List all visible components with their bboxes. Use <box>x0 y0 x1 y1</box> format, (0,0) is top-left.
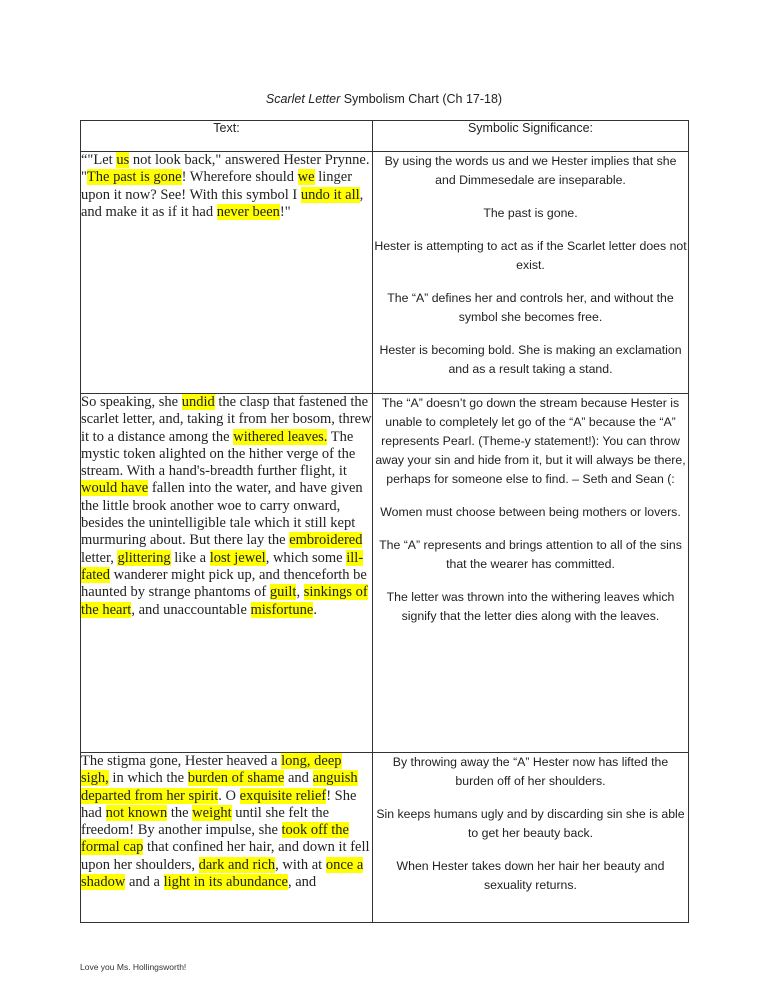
passage-text: the clasp that fastened the scarlet letter, and, taking it from her bosom, threw it to a distance among the <box>81 394 372 445</box>
passage-cell <box>81 394 373 753</box>
highlighted-phrase: burden of shame <box>187 770 285 787</box>
highlighted-phrase: misfortune <box>250 601 314 618</box>
passage-text: and a <box>125 874 164 891</box>
significance-note: Women must choose between being mothers or lovers. <box>380 505 681 519</box>
highlighted-phrase: exquisite relief <box>239 787 327 804</box>
significance-note: Hester is becoming bold. She is making an exclamation and as a result taking a stand. <box>379 343 682 376</box>
highlighted-phrase: weight <box>192 804 232 821</box>
significance-note: Hester is attempting to act as if the Scarlet letter does not exist. <box>374 239 687 272</box>
highlighted-phrase: withered leaves. <box>233 428 328 445</box>
passage-text: like a <box>170 549 210 566</box>
highlighted-phrase: lost jewel <box>209 549 266 566</box>
passage-text: !" <box>279 203 291 220</box>
significance-note: The “A” represents and brings attention to all of the sins that the wearer has committed. <box>379 538 682 571</box>
passage-text: linger upon it now? See! With this symbol I <box>81 169 353 203</box>
highlighted-phrase: would have <box>81 480 149 497</box>
header-row <box>81 121 689 152</box>
highlighted-phrase: undid <box>181 394 215 410</box>
title-rest: Symbolism Chart (Ch 17-18) <box>340 92 503 106</box>
highlighted-phrase: us <box>116 152 130 168</box>
highlighted-phrase: undo it all <box>300 186 360 203</box>
highlighted-phrase: embroidered <box>289 532 363 549</box>
passage-text: in which the <box>108 770 188 787</box>
highlighted-phrase: ill-fated <box>81 549 364 583</box>
title-book-name: Scarlet Letter <box>265 92 341 106</box>
passage-text: wanderer might pick up, and thenceforth be haunted by strange phantoms of <box>81 566 367 601</box>
passage-text: The mystic token alighted on the hither verge of the stream. With a hand's-breadth further flight, it <box>81 428 356 480</box>
symbolism-chart <box>80 120 689 923</box>
significance-note: The “A” doesn’t go down the stream because Hester is unable to completely let go of the “A” because the “A” represents Pearl. (Theme-y statement!): You can throw away your sin and hide from it, but it will always be there, perhaps for someone else to find. – Seth and Sean (: <box>375 396 686 486</box>
highlighted-phrase: The past is gone <box>86 169 182 186</box>
passage-cell <box>81 753 373 923</box>
passage-text: the <box>167 804 193 821</box>
passage-text: not look back," answered Hester Prynne. " <box>81 152 370 186</box>
passage-text: , and make it as if it had <box>81 186 364 220</box>
passage-text: letter, <box>81 549 118 566</box>
significance-cell <box>373 753 689 923</box>
significance-cell <box>373 394 689 753</box>
chart-row <box>81 394 689 753</box>
chart-row <box>81 152 689 394</box>
highlighted-phrase: glittering <box>117 549 171 566</box>
passage-text: . <box>313 601 317 618</box>
significance-note: The letter was thrown into the withering leaves which signify that the letter dies along with the leaves. <box>386 590 675 623</box>
significance-note: By throwing away the “A” Hester now has lifted the burden off of her shoulders. <box>392 755 669 788</box>
passage-text: ! Wherefore should <box>181 169 298 186</box>
highlighted-phrase: we <box>297 169 315 186</box>
passage-text: ! She had <box>81 787 357 821</box>
passage-text: , which some <box>265 549 347 566</box>
passage-text: fallen into the water, and have given the little brook another woe to carry onward, besides the unintelligible tale which it still kept murmuring about. But there lay the <box>81 480 363 549</box>
highlighted-phrase: guilt <box>269 584 297 601</box>
passage-text: . O <box>218 787 240 804</box>
highlighted-phrase: anguish departed from her spirit <box>81 770 358 804</box>
passage-cell <box>81 152 373 394</box>
passage-text: So speaking, she <box>81 394 182 410</box>
significance-note: Sin keeps humans ugly and by discarding sin she is able to get her beauty back. <box>376 807 685 840</box>
footer-note: Love you Ms. Hollingsworth! <box>80 962 187 972</box>
passage-text: , with at <box>275 856 326 873</box>
passage-text: , <box>296 584 304 601</box>
chart-row <box>81 753 689 923</box>
highlighted-phrase: took off the formal cap <box>81 822 349 856</box>
highlighted-phrase: not known <box>105 804 168 821</box>
passage-text: until she felt the freedom! By another impulse, she <box>81 804 330 839</box>
significance-note: When Hester takes down her hair her beauty and sexuality returns. <box>396 859 665 892</box>
passage-text: , and unaccountable <box>131 601 251 618</box>
passage-text: , and <box>288 874 317 891</box>
highlighted-phrase: dark and rich <box>198 856 276 873</box>
significance-note: By using the words us and we Hester implies that she and Dimmesedale are inseparable. <box>384 154 677 187</box>
highlighted-phrase: long, deep sigh, <box>81 753 342 787</box>
page-title <box>0 92 768 106</box>
column-header-text: Text: <box>81 121 373 152</box>
passage-text: and <box>284 770 313 787</box>
passage-text: The stigma gone, Hester heaved a <box>81 753 282 769</box>
significance-cell <box>373 152 689 394</box>
highlighted-phrase: never been <box>216 203 280 220</box>
column-header-significance: Symbolic Significance: <box>373 121 689 152</box>
highlighted-phrase: light in its abundance <box>163 874 288 891</box>
significance-note: The “A” defines her and controls her, and without the symbol she becomes free. <box>387 291 674 324</box>
highlighted-phrase: once a shadow <box>81 856 364 891</box>
passage-text: that confined her hair, and down it fell upon her shoulders, <box>81 839 370 873</box>
passage-text: “"Let <box>81 152 117 168</box>
highlighted-phrase: sinkings of the heart <box>81 584 368 618</box>
significance-note: The past is gone. <box>483 206 578 220</box>
